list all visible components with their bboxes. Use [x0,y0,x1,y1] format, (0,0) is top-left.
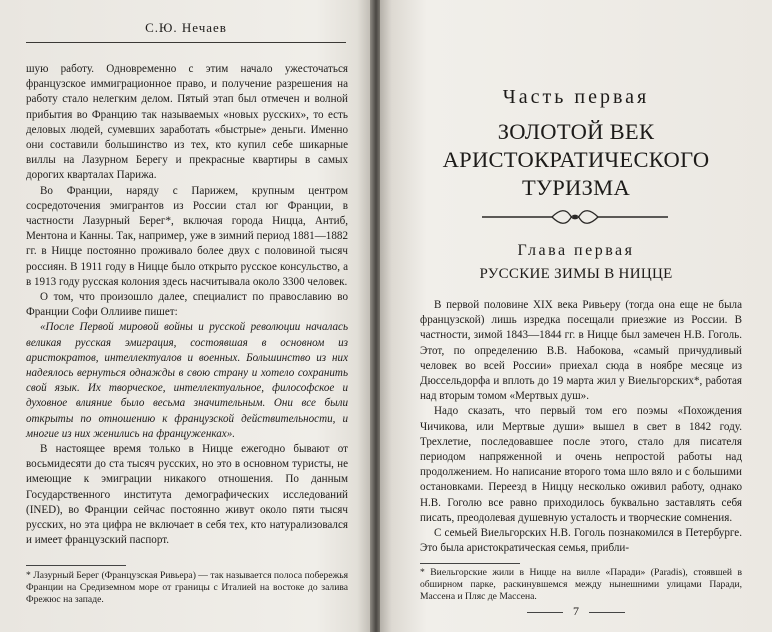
paragraph: шую работу. Одновременно с этим начало ужесточаться французское иммиграционное право, и получение разрешения на работу стало нелегким делом. Пятый этап был отмечен и волной прибытия во Францию так называемых «новых русских», то есть деловых людей, сумевших заработать «быстрые» деньги. Именно они составили большинство из тех, кто купил себе шикарные виллы на Лазурном Берегу и прекрасные квартиры в самых дорогих кварталах Парижа. [26,63,348,182]
section-title [380,118,772,202]
quote-paragraph: «После Первой мировой войны и русской революции началась великая русская эмиграция, состоявшая в основном из аристократов, интеллектуалов и военных. Большинство из них надеялось вернуться однажды в свою страну и хотело сохранить свой язык. Их творческое, интеллектуальное, философское и духовное влияние было весьма значительным. Они все были открыты по отношению к французской действительности, и многие из них женились на француженках». [26,321,348,440]
page-number-value: 7 [573,604,579,618]
paragraph: В первой половине XIX века Ривьеру (тогда она еще не была французской) лишь изредка посещали приезжие из России. В частности, зимой 1843—1844 гг. в Ницце был замечен Н.В. Гоголь. Этот, по определению В.В. Набокова, «самый причудливый человек во всей России» приехал сюда в ноябре месяце из Дюссельдорфа и вплоть до 19 марта жил у Виельгорских*, работая над вторым томом «Мертвых душ». [420,299,742,403]
chapter-title: РУССКИЕ ЗИМЫ В НИЦЦЕ [479,266,673,282]
left-page [0,0,372,632]
running-head: С.Ю. Нечаев [145,20,227,35]
page-number-rule [589,612,625,613]
right-body-text [420,298,742,556]
section-title-line: ТУРИЗМА [521,175,631,200]
part-title: Часть первая [502,86,650,108]
paragraph: Надо сказать, что первый том его поэмы «Похождения Чичикова, или Мертвые души» вышел в свет в 1842 году. Трехлетие, последовавшее после этого, стало для писателя периодом напряженной и очень непростой работы над продолжением. Но написание второго тома шло вяло и с большими остановками. Переезд в Ниццу несколько оживил работу, однако Н.В. Гоголю все равно приходилось буквально заставлять себя писать, преодолевая душевную усталость и творческие сомнения. [420,405,742,524]
left-body-text [26,62,348,549]
footnote: * Лазурный Берег (Французская Ривьера) — так называется полоса побережья Франции на Средиземном море от границы с Италией на востоке до залива Фрежюс на западе. [26,570,348,605]
page-number-rule [527,612,563,613]
paragraph: Во Франции, наряду с Парижем, крупным центром сосредоточения эмигрантов из России стал юг Франции, в частности Лазурный Берег*, включая города Ницца, Антиб, Ментона и Канны. Так, например, уже в зимний период 1881—1882 гг. в Ницце постоянно проживало более двух с половиной тысяч россиян. В 1911 году в Ницце было открыто русское консульство, а в 1913 году русская колония здесь насчитывала около 3300 человек. [26,184,348,288]
footnote-rule [420,563,520,564]
page-number [380,604,772,619]
section-title-line: ЗОЛОТОЙ ВЕК [497,119,655,144]
ornament-divider-icon [480,208,670,226]
paragraph: О том, что произошло далее, специалист по православию во Франции Софи Оллииве пишет: [26,291,348,319]
right-page [380,0,772,632]
chapter-number: Глава первая [517,242,635,259]
header-rule [26,42,346,43]
section-title-line: АРИСТОКРАТИЧЕСКОГО [442,147,710,172]
footnote-rule [26,565,126,566]
paragraph: С семьей Виельгорских Н.В. Гоголь познакомился в Петербурге. Это была аристократическая семья, прибли- [420,527,742,555]
footnote: * Виельгорские жили в Ницце на вилле «Паради» (Paradis), стоявшей в обширном парке, раскинувшемся между нынешними улицами Паради, Массена и Пляс де Массена. [420,567,742,602]
paragraph: В настоящее время только в Ницце ежегодно бывают от восьмидесяти до ста тысяч русских, но это в основном туристы, не имеющие к эмиграции никакого отношения. По данным Государственного института демографических исследований (INED), во Франции сейчас постоянно живут около пяти тысяч русских, но эта цифра не включает в себя тех, кто натурализовался и имеет французский паспорт. [26,443,348,547]
